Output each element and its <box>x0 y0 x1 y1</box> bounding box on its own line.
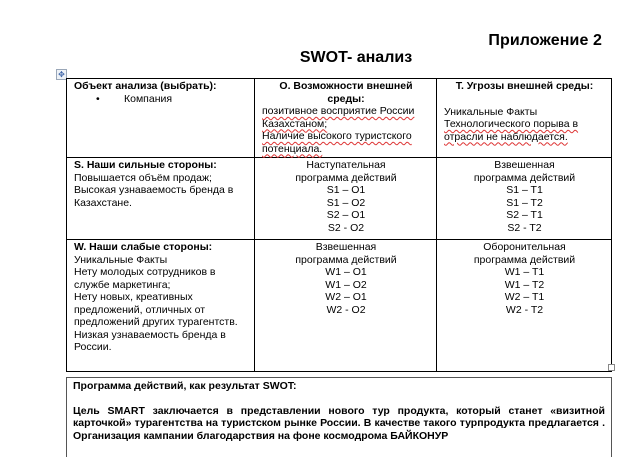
opportunity-item: Наличие высокого туристского потенциала. <box>262 130 412 155</box>
object-option <box>74 93 248 106</box>
st-pair: S1 – T1 <box>506 184 543 196</box>
so-title-line1: Наступательная <box>306 159 386 171</box>
strengths-heading: S. Наши сильные стороны: <box>74 159 217 171</box>
weaknesses-cell <box>67 240 255 372</box>
object-option-label: Компания <box>124 92 173 105</box>
wo-pair: W1 – O2 <box>325 278 367 291</box>
so-pair: S1 – O2 <box>326 196 366 209</box>
st-pair: S2 - T2 <box>507 221 542 234</box>
wo-pair: W1 – O1 <box>325 266 367 278</box>
strength-item: Повышается объём продаж; <box>74 171 212 184</box>
opportunities-heading-line2: среды: <box>327 92 365 105</box>
page-title: SWOT- анализ <box>299 49 413 66</box>
so-pair: S2 – O1 <box>326 209 366 221</box>
st-pair: S1 – T2 <box>506 196 543 209</box>
wo-title-line2: программа действий <box>295 253 397 266</box>
object-cell <box>67 79 255 158</box>
so-strategy-cell <box>255 158 437 240</box>
so-pair: S1 – O1 <box>326 184 366 196</box>
swot-table <box>66 78 612 372</box>
wt-title-line2: программа действий <box>473 253 576 266</box>
weakness-item: Уникальные Факты <box>74 253 168 266</box>
weakness-item: Низкая узнаваемость бренда в России. <box>74 328 226 353</box>
program-title: Программа действий, как результат SWOT: <box>73 380 297 392</box>
threat-item: Уникальные Факты <box>444 105 538 118</box>
threat-item: Технологического порыва в отрасли не наблюдается. <box>444 118 579 143</box>
table-resize-handle[interactable] <box>608 364 615 371</box>
opportunities-cell <box>255 79 437 158</box>
wt-strategy-cell <box>437 240 612 372</box>
st-pair: S2 – T1 <box>506 209 543 221</box>
so-title-line2: программа действий <box>295 171 397 184</box>
wo-pair: W2 – O1 <box>325 291 367 303</box>
wt-title-line1: Оборонительная <box>483 241 566 253</box>
wt-pair: W1 – T2 <box>504 278 545 291</box>
so-pair: S2 - O2 <box>327 221 365 234</box>
weakness-item: Нету молодых сотрудников в службе маркетинга; <box>74 266 216 291</box>
strengths-cell <box>67 158 255 240</box>
threats-cell <box>437 79 612 158</box>
st-strategy-cell <box>437 158 612 240</box>
opportunity-item: позитивное восприятие России Казахстаном; <box>262 105 415 130</box>
bullet-icon: • <box>96 92 100 105</box>
program-text: Цель SMART заключается в представлении нового тур продукта, который станет «визитной карточкой» турагентства на туристском рынке России. В качестве такого турпродукта предлагается . Организация кампании благодарствия на фоне космодрома БАЙКОНУР <box>73 404 605 442</box>
object-heading: Объект анализа (выбрать): <box>74 80 217 92</box>
threats-heading: Т. Угрозы внешней среды: <box>455 80 594 92</box>
weaknesses-heading: W. Наши слабые стороны: <box>74 241 213 253</box>
opportunities-heading-line1: О. Возможности внешней <box>279 80 413 92</box>
appendix-label: Приложение 2 <box>488 32 602 49</box>
wo-strategy-cell <box>255 240 437 372</box>
program-box <box>66 377 612 457</box>
wt-pair: W1 – T1 <box>504 266 545 278</box>
table-move-handle-icon[interactable]: ✥ <box>56 69 67 80</box>
wo-pair: W2 - O2 <box>326 303 366 316</box>
wt-pair: W2 – T1 <box>504 291 545 303</box>
wo-title-line1: Взвешенная <box>315 241 377 253</box>
st-title-line2: программа действий <box>473 171 576 184</box>
weakness-item: Нету новых, креативных предложений, отличных от предложений других турагентств. <box>74 291 238 328</box>
strength-item: Высокая узнаваемость бренда в Казахстане. <box>74 184 234 209</box>
st-title-line1: Взвешенная <box>494 159 555 171</box>
wt-pair: W2 - T2 <box>505 303 544 316</box>
